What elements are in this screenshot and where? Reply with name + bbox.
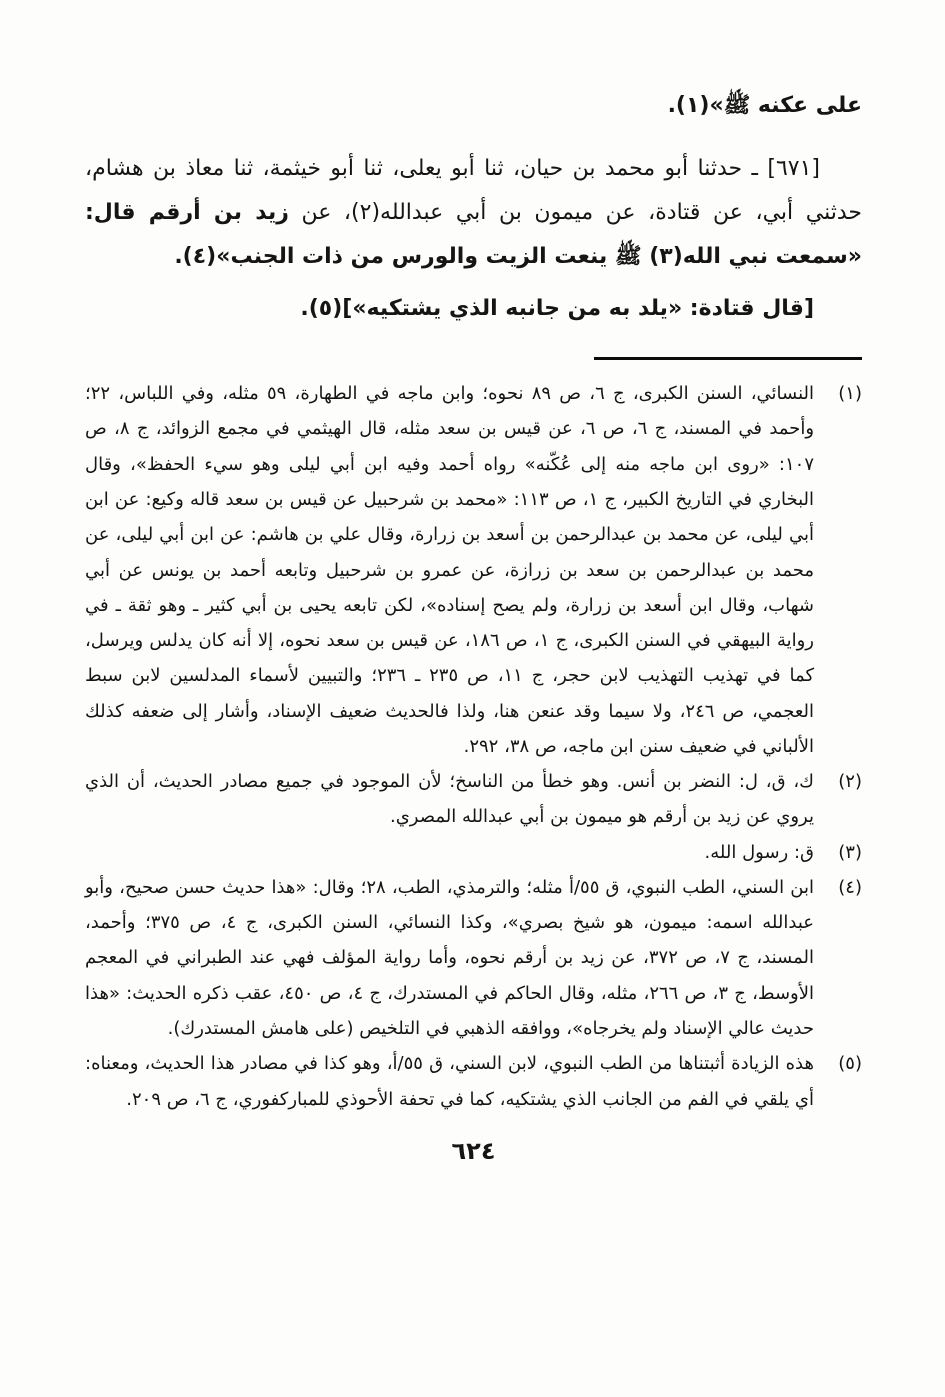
footnote-separator [594,357,862,360]
footnote-marker: (٤) [838,876,862,898]
footnote-text: ق: رسول الله. [704,841,814,863]
footnote-4 [85,870,862,1046]
footnote-marker: (٣) [838,841,862,863]
editorial-bracketed-note: [قال قتادة: «يلد به من جانبه الذي يشتكيه»](٥). [300,296,814,322]
footnote-marker: (٢) [838,771,862,793]
footnote-5 [85,1046,862,1117]
footnote-1 [85,376,862,764]
page-number: ٦٢٤ [451,1136,496,1165]
hadith-matn: زيد بن أرقم قال: «سمعت نبي الله(٣) ﷺ ينعت الزيت والورس من ذات الجنب»(٤). [85,200,862,270]
footnotes-section [85,376,862,1117]
footnote-2 [85,764,862,835]
footnote-marker: (١) [838,383,862,405]
footnote-3 [85,835,862,870]
footnote-text: ك، ق، ل: النضر بن أنس. وهو خطأ من الناسخ؛ لأن الموجود في جميع مصادر الحديث، أن الذي يروي عن زيد بن أرقم هو ميمون بن أبي عبدالله المصري. [85,771,814,828]
opening-line: على عكنه ﷺ»(١). [667,93,862,118]
hadith-isnad: [٦٧١] ـ حدثنا أبو محمد بن حيان، ثنا أبو يعلى، ثنا أبو خيثمة، ثنا معاذ بن هشام، حدثني أبي، عن قتادة، عن ميمون بن أبي عبدالله(٢)، عن [85,156,862,226]
footnote-text: هذه الزيادة أثبتناها من الطب النبوي، لابن السني، ق ٥٥/أ، وهو كذا في مصادر هذا الحديث، ومعناه: أي يلقي في الفم من الجانب الذي يشتكيه، كما في تحفة الأحوذي للمباركفوري، ج ٦، ص ٢٠٩. [85,1053,814,1110]
footnote-text: النسائي، السنن الكبرى، ج ٦، ص ٨٩ نحوه؛ وابن ماجه في الطهارة، ٥٩ مثله، وفي اللباس، ٢٢؛ وأحمد في المسند، ج ٦، ص ٦، عن قيس بن سعد مثله، قال الهيثمي في مجمع الزوائد، ج ٨، ص ١٠٧: «روى ابن ماجه منه إلى عُكّنه» رواه أحمد وفيه ابن أبي ليلى وهو سيء الحفظ»، وقال البخاري في التاريخ الكبير، ج ١، ص ١١٣: «محمد بن شرحبيل عن قيس بن سعد قاله وكيع: عن ابن أبي ليلى، عن محمد بن عبدالرحمن بن أسعد بن زرارة، وقال علي بن هاشم: عن ابن أبي ليلى، عن محمد بن عبدالرحمن بن سعد بن زرازة، عن عمرو بن شرحبيل وتابعه أحمد بن يونس عن أبي شهاب، وقال ابن أسعد بن زرارة، ولم يصح إسناده»، لكن تابعه يحيى بن أبي كثير ـ وهو ثقة ـ في رواية البيهقي في السنن الكبرى، ج ١، ص ١٨٦، عن قيس بن سعد نحوه، إلا أنه كان يدلس ويرسل، كما في تهذيب التهذيب لابن حجر، ج ١١، ص ٢٣٥ ـ ٢٣٦؛ والتبيين لأسماء المدلسين لابن سبط العجمي، ص ٢٤٦، ولا سيما وقد عنعن هنا، ولذا فالحديث ضعيف الإسناد، وأشار إلى ضعفه كذلك الألباني في ضعيف سنن ابن ماجه، ص ٣٨، ٢٩٢. [85,383,815,757]
footnote-text: ابن السني، الطب النبوي، ق ٥٥/أ مثله؛ والترمذي، الطب، ٢٨؛ وقال: «هذا حديث حسن صحيح، وأبو عبدالله اسمه: ميمون، هو شيخ بصري»، وكذا النسائي، السنن الكبرى، ج ٤، ص ٣٧٥؛ وأحمد، المسند، ج ٧، ص ٣٧٢، عن زيد بن أرقم نحوه، وأما رواية المؤلف فهي عند الطبراني في المعجم الأوسط، ج ٣، ص ٢٦٦، مثله، وقال الحاكم في المستدرك، ج ٤، ص ٤٥٠، عقب ذكره الحديث: «هذا حديث عالي الإسناد ولم يخرجاه»، ووافقه الذهبي في التلخيص (على هامش المستدرك). [85,876,815,1039]
footnote-marker: (٥) [838,1053,862,1075]
hadith-paragraph [85,147,862,279]
